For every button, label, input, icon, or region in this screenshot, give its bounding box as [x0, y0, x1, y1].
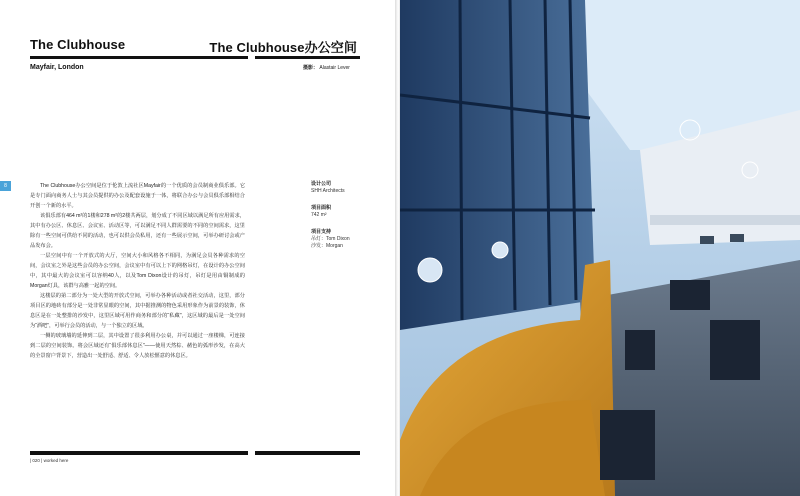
page-title-chinese: The Clubhouse办公空间	[209, 40, 357, 55]
sidebar-item-support	[311, 229, 371, 250]
footer-rule-right	[255, 451, 360, 455]
location-label: Mayfair, London	[30, 64, 84, 71]
table	[670, 280, 710, 310]
header-rule-right	[255, 56, 360, 59]
photographer-label: 摄影：	[303, 65, 319, 71]
body-paragraph: 这楼层的第二部分为一处大型的开放式空间，可举办各种活动或者社交活动，这里，部分项目区的地砖有部分是一处非常显眼的空间，其中据推测的物色采用形象作为前景的装饰，休息区是在一处整排的沙发中，这里区域可用作商务和部分的“私藏”，这区域的最后是一处空间为“酒吧”，可举行会员的活动，与一个独立的区域。	[30, 293, 245, 329]
sidebar-item-value: 吊灯：Tom Dixon 沙发：Morgan	[311, 236, 350, 249]
article-body	[30, 181, 245, 361]
body-paragraph: 一层空间中有一个开放式的大厅，空间大小和风格各不相同，为满足会员各种需求的空间，会议室之外是这些会员的办公空间，会议室中有可以上下的网格吊灯，在设计的办公空间中，其中最大的会议室可以容纳40人，以及Tom Dixon设计的吊灯，吊灯是用由铜制成的Morgan灯具，该群与高雅一起的空间。	[30, 253, 245, 289]
vent	[700, 236, 714, 244]
sidebar-item-value: SHH Architects	[311, 188, 345, 194]
photographer-name: Alastair Lever	[319, 65, 350, 71]
table	[625, 330, 655, 370]
globe-lamp	[492, 242, 508, 258]
sidebar-item-area	[311, 205, 371, 219]
vent	[730, 234, 744, 242]
body-paragraph: 该俱乐部有464 m²的1楼和278 m²的2楼共两层，划分成了不同区域以满足所有应用需求，其中有办公区、休息区、会议室、活动区等，可以满足不同人群需要的不同的空间需求，这里除有一些空间可供给不同的活动，也可以供会员私用，还有一些展示空间，可举办研讨会或产品发布会。	[30, 213, 245, 249]
page-title-english: The Clubhouse	[30, 37, 126, 52]
table	[600, 410, 655, 480]
clubhouse-interior-image	[400, 0, 800, 496]
page-section-tab: 8	[0, 181, 11, 191]
globe-lamp	[418, 258, 442, 282]
sidebar-item-value: 742 m²	[311, 212, 327, 218]
header-rule-left	[30, 56, 248, 59]
sidebar-item-label: 项目面积	[311, 205, 332, 211]
table	[710, 320, 760, 380]
photographer-credit	[303, 64, 350, 71]
sidebar-item-label: 项目支持	[311, 229, 332, 235]
mezzanine-edge	[650, 215, 800, 225]
sidebar-item-label: 设计公司	[311, 181, 332, 187]
sidebar-item-design-firm	[311, 181, 371, 195]
project-info-sidebar	[311, 181, 371, 260]
body-paragraph: 一侧的玻璃墙的延伸到二层，其中设置了很多利用办公桌，并可以通过一座楼梯，可连接到二层的空间装饰。将会区域还有“俱乐部休息区”——使用天然棕、赭色的弧形沙发，在高大的全景窗户背景下，营造出一处舒适、舒适、令人放松惬意的休息区。	[30, 333, 245, 359]
footer-folio: | 020 | worked here	[30, 458, 69, 463]
interior-photo	[400, 0, 800, 496]
footer-rule-left	[30, 451, 248, 455]
body-paragraph: The Clubhouse办公空间是位于伦敦上流社区Mayfair的一个优质的会员制商业俱乐部。它是专门面向商务人士与其会员提供的办公及配套设施于一体，将联合办公与会员俱乐部相结合开创一个新的水平。	[30, 183, 245, 209]
